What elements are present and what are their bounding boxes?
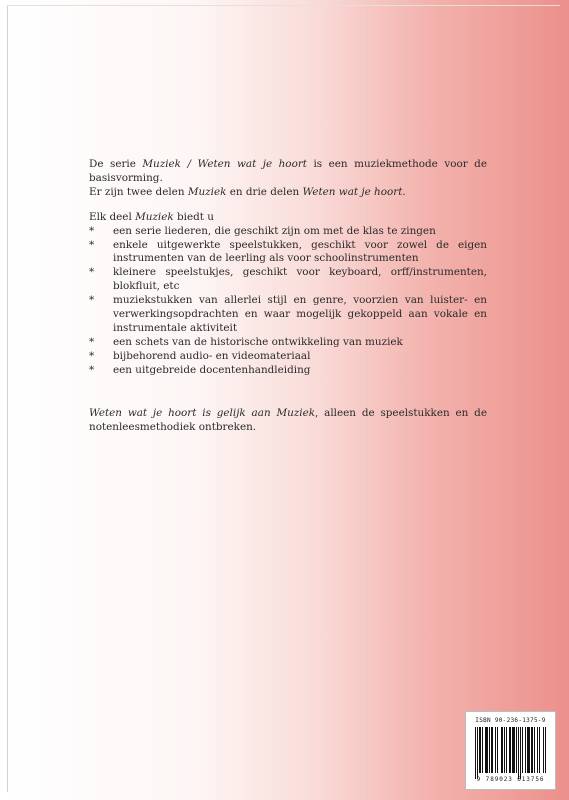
feature-list [89, 225, 487, 378]
bullet-mark: * [89, 335, 95, 348]
list-item: * een serie liederen, die geschikt zijn om met de klas te zingen [89, 224, 436, 237]
list-item: * een schets van de historische ontwikkeling van muziek [89, 335, 403, 348]
bullet-mark: * [89, 294, 95, 307]
bullet-mark: * [89, 363, 95, 376]
barcode-label [465, 711, 556, 790]
list-item: * kleinere speelstukjes, geschikt voor keyboard, orff/instrumenten, blokfluit, etc [89, 266, 487, 293]
barcode-bars [475, 727, 546, 776]
offer-lead: Elk deel Muziek biedt u [89, 210, 214, 223]
outro-paragraph: Weten wat je hoort is gelijk aan Muziek, alleen de speelstukken en de notenleesmethodiek ontbreken. [89, 406, 487, 433]
bullet-mark: * [89, 224, 95, 237]
list-item: * muziekstukken van allerlei stijl en genre, voorzien van luister- en verwerkingsopdrachten en waar mogelijk gekoppeld aan vokale en instrumentale aktiviteit [89, 294, 487, 334]
intro-paragraph: De serie Muziek / Weten wat je hoort is een muziekmethode voor de basisvorming. Er zijn twee delen Muziek en drie delen Weten wat je hoort. [89, 158, 487, 198]
bullet-mark: * [89, 349, 95, 362]
list-item: * een uitgebreide docentenhandleiding [89, 363, 311, 376]
barcode-bar [545, 727, 546, 773]
list-item: * bijbehorend audio- en videomateriaal [89, 349, 311, 362]
series-title: Muziek / Weten wat je hoort [142, 158, 307, 170]
list-item: * enkele uitgewerkte speelstukken, geschikt voor zowel de eigen instrumenten van de leerling als voor schoolinstrumenten [89, 238, 487, 265]
bullet-mark: * [89, 266, 95, 279]
ean-number: 9 789023 613756 [476, 776, 545, 783]
cover-text [89, 158, 487, 434]
isbn-number: ISBN 90-236-1375-9 [475, 717, 546, 724]
bullet-mark: * [89, 238, 95, 251]
